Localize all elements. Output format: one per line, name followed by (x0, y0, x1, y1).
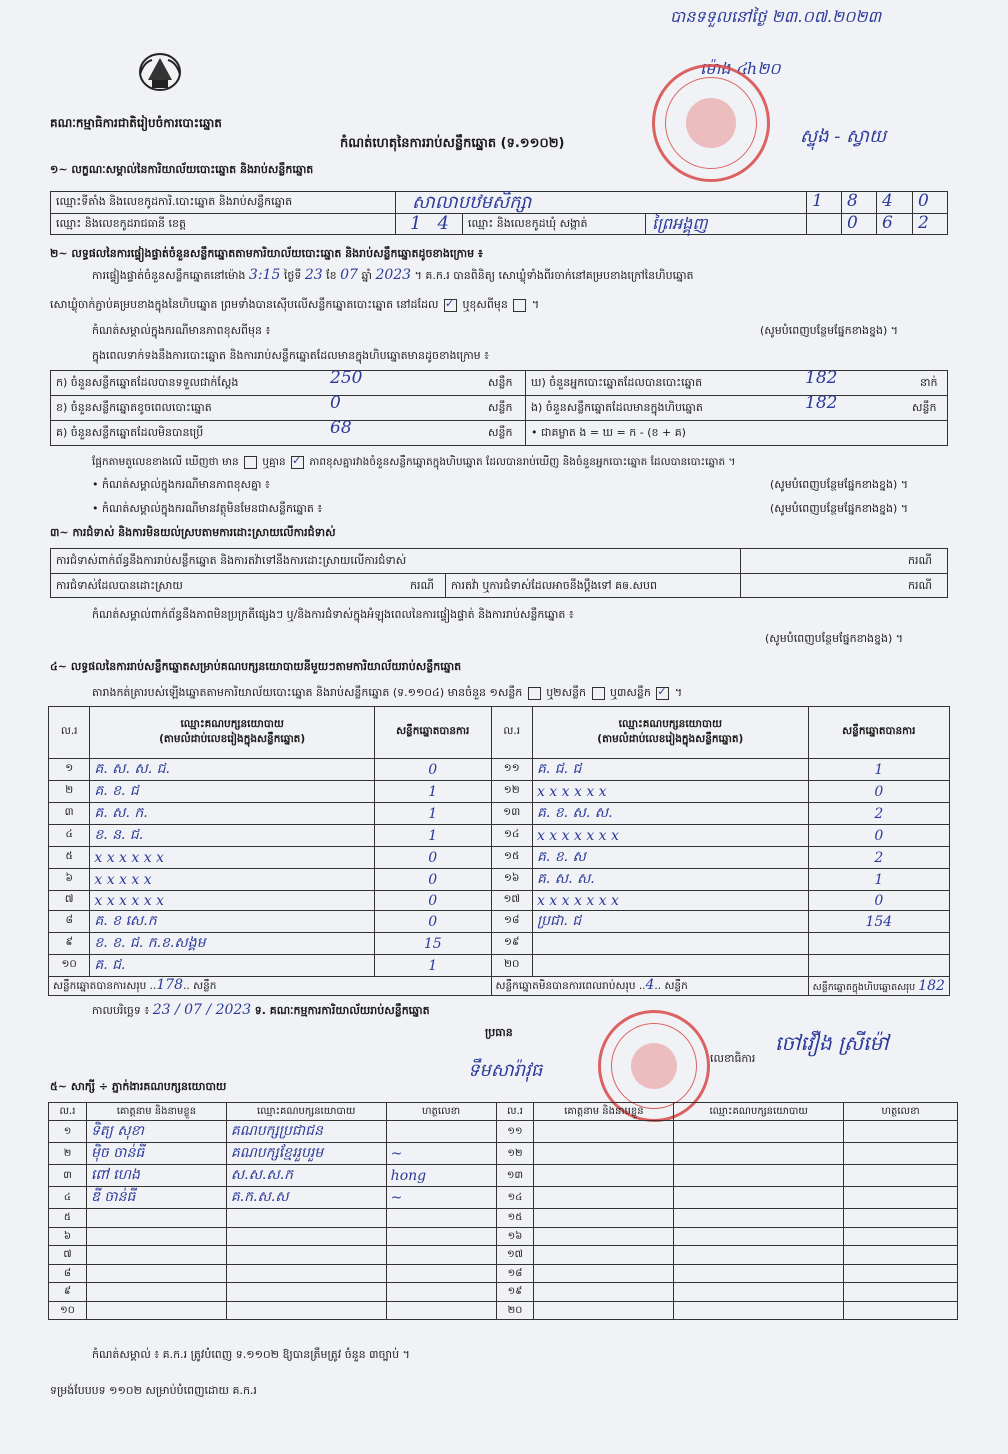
witness-empty (674, 1187, 844, 1209)
total-valid: 178 (156, 977, 184, 993)
table-row (49, 1143, 958, 1165)
result-party: x x x x x x (90, 891, 375, 911)
result-party: គ. ខ. ស (532, 847, 808, 869)
table-row (49, 1165, 958, 1187)
witness-no: ៣ (49, 1165, 87, 1187)
witness-empty (534, 1165, 674, 1187)
section1-heading: ១~ លក្ខណៈសម្គាល់នៃការិយាល័យបោះឆ្នោត និងរាប់សន្លឹកឆ្នោត (50, 163, 314, 176)
discrepancy-line: ផ្អែកតាមតួលេខខាងលើ ឃើញថា មាន ឬគ្មាន ✓ ភាពខុសគ្នារវាងចំនួនសន្លឹកឆ្នោតក្នុងហិបឆ្នោត ដែលបានរាប់ឃើញ និងចំនួនអ្នកបោះឆ្នោត ដែលបានបោះឆ្នោត ។ (92, 455, 735, 469)
witness-empty (534, 1227, 674, 1246)
witness-no: ៨ (49, 1264, 87, 1283)
result-votes: 0 (374, 847, 491, 869)
witness-sign: ~ (386, 1143, 496, 1165)
tally-intro: ក្នុងពេលទាក់ទងនឹងការបោះឆ្នោត និងការរាប់សន្លឹកឆ្នោតដែលមានក្នុងហិបឆ្នោតមានដូចខាងក្រោម ៖ (92, 349, 489, 362)
section2-heading: ២~ លទ្ធផលនៃការផ្ទៀងផ្ទាត់ចំនួនសន្លឹកឆ្នោតតាមការិយាល័យបោះឆ្នោត និងរាប់សន្លឹកឆ្នោតដូចខាងក្រោម ៖ (50, 247, 483, 260)
table-row (49, 1283, 958, 1302)
result-no: ២ (49, 781, 90, 803)
result-no: ១៥ (491, 847, 532, 869)
result-votes: 0 (374, 759, 491, 781)
result-votes: 15 (374, 933, 491, 955)
objection-appeal-unit: ករណី (908, 579, 932, 592)
result-votes: 2 (808, 847, 949, 869)
changed-checkbox[interactable] (513, 299, 526, 312)
witness-name (86, 1283, 226, 1302)
result-votes: 0 (808, 825, 949, 847)
commune-code-1: 0 (847, 213, 858, 233)
received-time: ម៉ោង ៤h២០ (700, 59, 781, 78)
table-row (49, 1246, 958, 1265)
tally-c-value: 68 (330, 418, 352, 438)
objection-resolved: ការជំទាស់ដែលបានដោះស្រាយ (56, 579, 183, 592)
result-party: x x x x x x (90, 847, 375, 869)
witness-sign (386, 1246, 496, 1265)
result-votes: 0 (374, 911, 491, 933)
result-party: គ. ជ. (90, 955, 375, 977)
witness-empty (674, 1227, 844, 1246)
secretary-label: លេខាធិការ (710, 1052, 756, 1065)
witness-empty (534, 1209, 674, 1228)
difference-note: កំណត់សម្គាល់ក្នុងករណីមានភាពខុសពីមុន ៖ (92, 324, 271, 337)
w-col-no-right: ល.រ (496, 1103, 534, 1121)
witness-empty (844, 1246, 958, 1265)
result-party: ខ. ខ. ជ. ក.ខ.សង្គម (90, 933, 375, 955)
tally-e-value: 182 (805, 393, 838, 413)
witness-party (226, 1301, 386, 1320)
tally-c-unit: សន្លឹក (488, 426, 513, 439)
table-row (49, 1187, 958, 1209)
w-col-no: ល.រ (49, 1103, 87, 1121)
w-col-name: គោត្តនាម និងនាមខ្លួន (86, 1103, 226, 1121)
one-sheet-checkbox[interactable] (528, 687, 541, 700)
tally-a-label: ក) ចំនួនសន្លឹកឆ្នោតដែលបានទទួលជាក់ស្តែង (56, 376, 239, 389)
witness-empty (844, 1143, 958, 1165)
witness-party: ស.ស.ស.ក (226, 1165, 386, 1187)
col-votes-right: សន្លឹកឆ្នោតបានការ (808, 707, 949, 759)
table-row (49, 869, 950, 891)
result-no: ១០ (49, 955, 90, 977)
witness-empty (844, 1264, 958, 1283)
date-line: កាលបរិច្ឆេទ ៖ 23 / 07 / 2023 ទ. គណៈកម្មការការិយាល័យរាប់សន្លឹកឆ្នោត (92, 1002, 430, 1018)
witness-name (86, 1246, 226, 1265)
w-col-sign-right: ហត្ថលេខា (844, 1103, 958, 1121)
witness-empty (534, 1264, 674, 1283)
table-row (49, 803, 950, 825)
witness-empty (674, 1264, 844, 1283)
commune-label: ឈ្មោះ និងលេខកូដឃុំ សង្កាត់ (468, 217, 588, 230)
tally-a-value: 250 (330, 368, 363, 388)
witness-name (86, 1209, 226, 1228)
table-row (49, 1121, 958, 1143)
result-votes (808, 933, 949, 955)
witness-sign (386, 1283, 496, 1302)
witness-no-right: ១៥ (496, 1209, 534, 1228)
table-row (49, 1227, 958, 1246)
w-col-sign: ហត្ថលេខា (386, 1103, 496, 1121)
result-no: ២០ (491, 955, 532, 977)
verify-line: ការផ្ទៀងផ្ទាត់ចំនួនសន្លឹកឆ្នោតនៅម៉ោង 3:15 ថ្ងៃទី 23 ខែ 07 ឆ្នាំ 2023 ។ គ.ក.រ បានពិនិត្យ សោឃ្លុំទាំងពីរចាក់នៅគម្របខាងក្រៅនៃហិបឆ្នោត (92, 267, 694, 283)
witness-empty (534, 1121, 674, 1143)
result-no: ៥ (49, 847, 90, 869)
total-valid-cell: សន្លឹកឆ្នោតបានការសរុប ..178.. សន្លឹក (49, 977, 492, 996)
secretary-name: ចៅវឿង ស្រីម៉ៅ (775, 1031, 889, 1055)
result-votes: 154 (808, 911, 949, 933)
result-votes: 1 (808, 869, 949, 891)
result-party: គ. ខ សេ.ក (90, 911, 375, 933)
witness-no-right: ១១ (496, 1121, 534, 1143)
fill-note-4: (សូមបំពេញបន្ថែមផ្នែកខាងខ្នង) ។ (765, 632, 904, 645)
fill-note-3: (សូមបំពេញបន្ថែមផ្នែកខាងខ្នង) ។ (770, 502, 909, 515)
tally-c-label: គ) ចំនួនសន្លឹកឆ្នោតដែលមិនបានប្រើ (56, 426, 204, 439)
province-label: ឈ្មោះ និងលេខកូដរាជធានី ខេត្ត (56, 217, 186, 230)
province-code: 14 (410, 213, 465, 234)
received-annotation: បានទទួលនៅថ្ងៃ ២៣.០៧.២០២៣ (670, 7, 882, 26)
result-party: គ. ខ. ជ (90, 781, 375, 803)
witness-party (226, 1264, 386, 1283)
two-sheet-checkbox[interactable] (592, 687, 605, 700)
witness-name (86, 1301, 226, 1320)
station-label: ឈ្មោះទីតាំង និងលេខកូដការិ.បោះឆ្នោត និងរាប់សន្លឹកឆ្នោត (56, 195, 293, 208)
commune-name: ព្រៃអង្គុញ (652, 214, 708, 233)
witness-empty (844, 1121, 958, 1143)
witness-no-right: ១៧ (496, 1246, 534, 1265)
sheet-count-line: តារាងកត់ត្រារបស់ឡើងឆ្នោតតាមការិយាល័យបោះឆ្នោត និងរាប់សន្លឹកឆ្នោត (ទ.១១០៤) មានចំនួន ១សន្លឹក ឬ២សន្លឹក ឬ៣សន្លឹក ✓ ។ (92, 686, 682, 700)
witness-name: ឌី ចាន់ធី (86, 1187, 226, 1209)
table-row (49, 781, 950, 803)
total-box: 182 (918, 977, 945, 994)
witness-sign (386, 1121, 496, 1143)
result-votes: 0 (808, 781, 949, 803)
witness-empty (674, 1246, 844, 1265)
witness-empty (844, 1187, 958, 1209)
witness-sign (386, 1301, 496, 1320)
w-col-name-right: គោត្តនាម និងនាមខ្លួន (534, 1103, 674, 1121)
fill-note-1: (សូមបំពេញបន្ថែមផ្នែកខាងខ្នង) ។ (760, 324, 899, 337)
commune-code-3: 2 (918, 213, 929, 233)
result-no: ៣ (49, 803, 90, 825)
witness-empty (674, 1283, 844, 1302)
objection-appeal: ការតវ៉ា ឬការជំទាស់ដែលអាចនឹងប្តឹងទៅ គឲ.សបព (451, 579, 657, 592)
result-party: x x x x x x x (532, 891, 808, 911)
result-no: ៦ (49, 869, 90, 891)
objection-resolved-unit: ករណី (410, 579, 434, 592)
witness-empty (534, 1143, 674, 1165)
result-votes: 1 (374, 955, 491, 977)
witness-empty (674, 1165, 844, 1187)
witness-no: ១ (49, 1121, 87, 1143)
station-code-3: 4 (882, 191, 893, 211)
result-party: ខ. ន. ជ. (90, 825, 375, 847)
witness-sign: hong (386, 1165, 496, 1187)
witness-empty (534, 1187, 674, 1209)
station-name: សាលាបឋមសិក្សា (412, 192, 532, 213)
result-party: គ. ខ. ស. ស. (532, 803, 808, 825)
result-no: ៧ (49, 891, 90, 911)
official-stamp-top (652, 64, 770, 182)
tally-a-unit: សន្លឹក (488, 376, 513, 389)
witness-empty (844, 1165, 958, 1187)
tally-e-label: ង) ចំនួនសន្លឹកឆ្នោតដែលមានក្នុងហិបឆ្នោត (531, 401, 703, 414)
objection-row1-unit: ករណី (908, 554, 932, 567)
total-box-cell: សន្លឹកឆ្នោតក្នុងហិបឆ្នោតសរុប 182 (808, 977, 949, 996)
result-votes: 1 (808, 759, 949, 781)
witness-no: ៥ (49, 1209, 87, 1228)
tally-d-unit: នាក់ (920, 376, 938, 389)
witness-no: ៦ (49, 1227, 87, 1246)
witness-no: ៩ (49, 1283, 87, 1302)
col-party-right: ឈ្មោះគណបក្សនយោបាយ (តាមលំដាប់លេខរៀងក្នុងសន្លឹកឆ្នោត) (532, 707, 808, 759)
witness-empty (674, 1143, 844, 1165)
nec-emblem-icon (130, 44, 190, 100)
result-no: ១១ (491, 759, 532, 781)
station-code-1: 1 (812, 191, 823, 211)
witness-party: គណបក្សខ្មែររួបរួម (226, 1143, 386, 1165)
witness-name (86, 1227, 226, 1246)
result-party: x x x x x (90, 869, 375, 891)
result-votes: 0 (374, 869, 491, 891)
section3-heading: ៣~ ការជំទាស់ និងការមិនយល់ស្របតាមការដោះស្រាយលើការជំទាស់ (50, 526, 336, 539)
witness-sign (386, 1264, 496, 1283)
table-row (49, 759, 950, 781)
tally-b-value: 0 (330, 393, 341, 413)
result-votes (808, 955, 949, 977)
witness-no: ២ (49, 1143, 87, 1165)
tally-e-unit: សន្លឹក (912, 401, 937, 414)
table-row (49, 891, 950, 911)
witness-party: គ.ក.ស.ស (226, 1187, 386, 1209)
witness-empty (844, 1301, 958, 1320)
witness-name (86, 1264, 226, 1283)
witness-name: ពៅ ហេង (86, 1165, 226, 1187)
result-party: គ. ស. ស. (532, 869, 808, 891)
witness-empty (844, 1283, 958, 1302)
witness-empty (674, 1209, 844, 1228)
result-votes: 1 (374, 781, 491, 803)
three-sheet-checkbox[interactable] (656, 687, 669, 700)
result-no: ១៩ (491, 933, 532, 955)
result-no: ១ (49, 759, 90, 781)
witness-empty (534, 1283, 674, 1302)
result-votes: 1 (374, 825, 491, 847)
total-invalid: 4 (645, 977, 655, 993)
witness-no-right: ១៤ (496, 1187, 534, 1209)
witness-empty (674, 1301, 844, 1320)
no-discrepancy-checkbox[interactable] (291, 456, 304, 469)
table-row (49, 911, 950, 933)
result-no: ៩ (49, 933, 90, 955)
table-row (49, 1301, 958, 1320)
witness-no-right: ១៨ (496, 1264, 534, 1283)
witness-party (226, 1283, 386, 1302)
result-votes: 0 (808, 891, 949, 911)
col-no: ល.រ (49, 707, 90, 759)
col-party: ឈ្មោះគណបក្សនយោបាយ (តាមលំដាប់លេខរៀងក្នុងសន្លឹកឆ្នោត) (90, 707, 375, 759)
irregularity-note: កំណត់សម្គាល់ពាក់ព័ន្ធនឹងភាពមិនប្រក្រតីផ្សេងៗ ឬ/និងការជំទាស់ក្នុងអំឡុងពេលនៃការផ្ទៀងផ្ទាត់ និងការរាប់សន្លឹកឆ្នោត ៖ (92, 608, 574, 621)
table-row (49, 847, 950, 869)
tally-d-value: 182 (805, 368, 838, 388)
result-no: ១៧ (491, 891, 532, 911)
station-code-4: 0 (918, 191, 929, 211)
form-title: កំណត់ហេតុនៃការរាប់សន្លឹកឆ្នោត (ទ.១១០២) (340, 136, 565, 151)
result-votes: 2 (808, 803, 949, 825)
witness-party (226, 1209, 386, 1228)
witness-no: ៧ (49, 1246, 87, 1265)
result-no: ១៣ (491, 803, 532, 825)
bullet-foreign-object: • កំណត់សម្គាល់ក្នុងករណីមានវត្ថុមិនមែនជាសន្លឹកឆ្នោត ៖ (92, 502, 323, 515)
chair-name: ទឹមសារ៉ាវុធ (468, 1060, 543, 1081)
result-no: ១៤ (491, 825, 532, 847)
result-party (532, 933, 808, 955)
committee-name: គណៈកម្មាធិការជាតិរៀបចំការបោះឆ្នោត (50, 116, 222, 130)
witness-sign (386, 1209, 496, 1228)
objection-row1: ការជំទាស់ពាក់ព័ន្ធនឹងការរាប់សន្លឹកឆ្នោត និងការតវ៉ាទៅនឹងការដោះស្រាយលើការជំទាស់ (56, 554, 407, 567)
result-votes: 0 (374, 891, 491, 911)
result-party: x x x x x x x (532, 825, 808, 847)
result-party: គ. ស. ក. (90, 803, 375, 825)
witness-empty (844, 1209, 958, 1228)
total-invalid-cell: សន្លឹកឆ្នោតមិនបានការពេលរាប់សរុប ..4.. សន្លឹក (491, 977, 808, 996)
result-no: ១៦ (491, 869, 532, 891)
verify-month: 07 (340, 267, 358, 283)
result-no: ៨ (49, 911, 90, 933)
result-party: គ. ជ. ជ (532, 759, 808, 781)
has-discrepancy-checkbox[interactable] (244, 456, 257, 469)
tally-d-label: ឃ) ចំនួនអ្នកបោះឆ្នោតដែលបានបោះឆ្នោត (531, 376, 703, 389)
fill-note-2: (សូមបំពេញបន្ថែមផ្នែកខាងខ្នង) ។ (770, 478, 909, 491)
table-row (49, 1209, 958, 1228)
witness-name: ទិត្យ សុខា (86, 1121, 226, 1143)
witness-no-right: ២០ (496, 1301, 534, 1320)
side-annotation: ស្ទុង - ស្វាយ (800, 126, 887, 147)
col-votes: សន្លឹកឆ្នោតបានការ (374, 707, 491, 759)
result-party: គ. ស. ស. ជ. (90, 759, 375, 781)
witness-sign (386, 1227, 496, 1246)
section4-heading: ៤~ លទ្ធផលនៃការរាប់សន្លឹកឆ្នោតសម្រាប់គណបក្សនយោបាយនីមួយៗតាមការិយាល័យរាប់សន្លឹកឆ្នោត (50, 660, 462, 673)
tally-b-unit: សន្លឹក (488, 401, 513, 414)
table-row (49, 1264, 958, 1283)
witness-no: ៤ (49, 1187, 87, 1209)
result-no: ៤ (49, 825, 90, 847)
seal-line: សោឃ្លុំចាក់ភ្ជាប់គម្របខាងក្នុងនៃហិបឆ្នោត ព្រមទាំងបានស៊ើបលើសន្លឹកឆ្នោតបោះឆ្នោត នៅដដែល ✓ ឬខុសពីមុន ។ (50, 298, 539, 312)
witness-empty (534, 1301, 674, 1320)
commune-code-2: 6 (882, 213, 893, 233)
witness-party: គណបក្សប្រជាជន (226, 1121, 386, 1143)
section5-heading: ៥~ សាក្សី ÷ ភ្នាក់ងារគណបក្សនយោបាយ (50, 1080, 227, 1093)
w-col-party-right: ឈ្មោះគណបក្សនយោបាយ (674, 1103, 844, 1121)
witness-no-right: ១៣ (496, 1165, 534, 1187)
witness-name: ម៉ិច ចាន់ធី (86, 1143, 226, 1165)
w-col-party: ឈ្មោះគណបក្សនយោបាយ (226, 1103, 386, 1121)
verify-year: 2023 (375, 267, 412, 283)
result-party (532, 955, 808, 977)
witness-no-right: ១២ (496, 1143, 534, 1165)
result-no: ១២ (491, 781, 532, 803)
result-no: ១៨ (491, 911, 532, 933)
verify-time: 3:15 (248, 267, 281, 283)
tally-formula: • ជាគម្លាត ង = ឃ = ក - (ខ + គ) (531, 426, 686, 439)
witness-table (48, 1102, 958, 1320)
witness-empty (844, 1227, 958, 1246)
table-row (49, 955, 950, 977)
witness-empty (674, 1121, 844, 1143)
date-value: 23 / 07 / 2023 (152, 1002, 252, 1018)
station-code-2: 8 (847, 191, 858, 211)
table-row (49, 933, 950, 955)
result-party: ប្រជា. ជ (532, 911, 808, 933)
witness-party (226, 1246, 386, 1265)
results-table (48, 706, 950, 996)
chair-label: ប្រធាន (485, 1026, 513, 1039)
table-row (49, 825, 950, 847)
result-party: x x x x x x (532, 781, 808, 803)
witness-no-right: ១៩ (496, 1283, 534, 1302)
witness-no: ១០ (49, 1301, 87, 1320)
col-no-right: ល.រ (491, 707, 532, 759)
witness-party (226, 1227, 386, 1246)
bullet-difference: • កំណត់សម្គាល់ក្នុងករណីមានភាពខុសគ្នា ៖ (92, 478, 270, 491)
unchanged-checkbox[interactable] (444, 299, 457, 312)
witness-sign: ~ (386, 1187, 496, 1209)
footer-note: កំណត់សម្គាល់ ៖ គ.ក.រ ត្រូវបំពេញ ទ.១១០២ ឱ្យបានត្រឹមត្រូវ ចំនួន ៣ច្បាប់ ។ (92, 1348, 410, 1361)
witness-empty (534, 1246, 674, 1265)
verify-day: 23 (304, 267, 323, 283)
witness-no-right: ១៦ (496, 1227, 534, 1246)
result-votes: 1 (374, 803, 491, 825)
form-footer: ទម្រង់បែបបទ ១១០២ សម្រាប់បំពេញដោយ គ.ក.រ (50, 1384, 257, 1397)
tally-b-label: ខ) ចំនួនសន្លឹកឆ្នោតខូចពេលបោះឆ្នោត (56, 401, 212, 414)
